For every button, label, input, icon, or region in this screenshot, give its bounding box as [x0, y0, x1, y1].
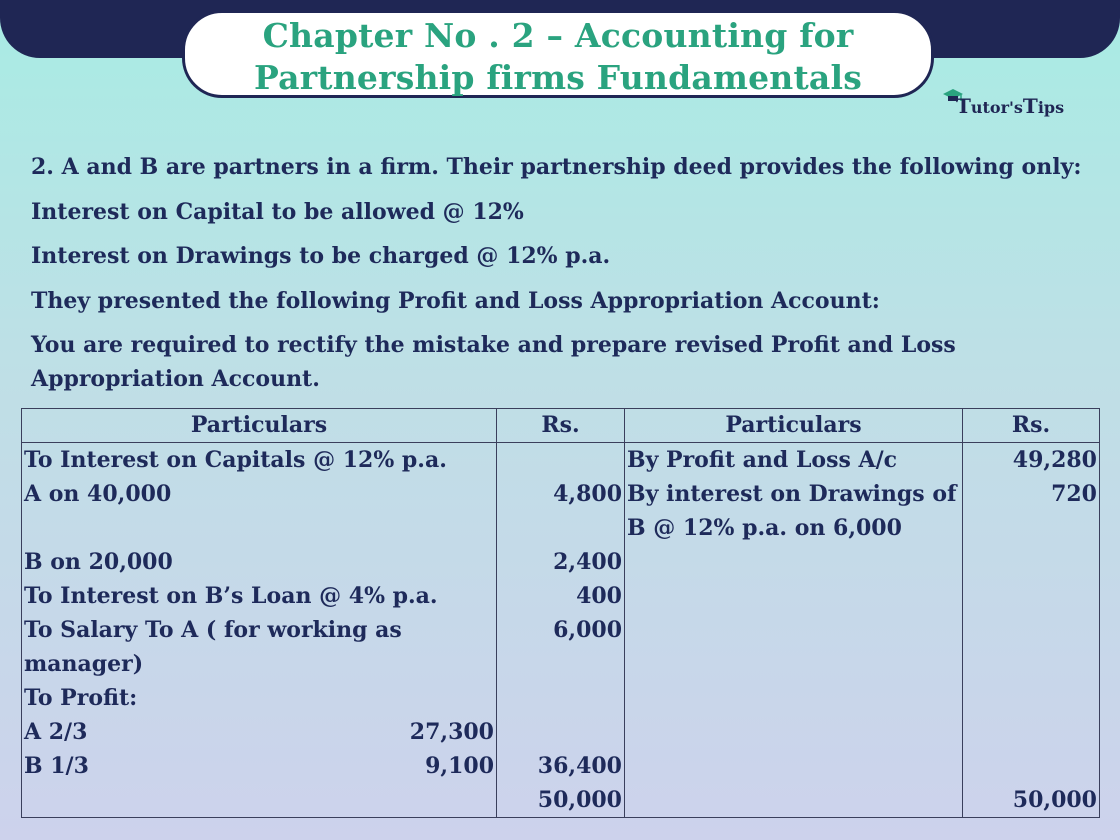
debit-amount [497, 715, 625, 749]
table-header-row [22, 409, 1100, 443]
credit-amount [963, 749, 1100, 783]
appropriation-account-table [21, 408, 1100, 818]
debit-label [22, 613, 497, 681]
debit-label-line: To Salary To A ( for working as [24, 617, 402, 643]
debit-label: A on 40,000 [22, 477, 497, 545]
credit-label [625, 681, 963, 715]
logo-prefix: T [956, 94, 971, 118]
debit-amount [497, 681, 625, 715]
header-rs-credit: Rs. [963, 409, 1100, 443]
debit-label [22, 749, 497, 783]
credit-label [625, 477, 963, 545]
debit-amount: 4,800 [497, 477, 625, 545]
debit-amount: 2,400 [497, 545, 625, 579]
credit-amount [963, 579, 1100, 613]
header-particulars-credit: Particulars [625, 409, 963, 443]
tutors-tips-logo [942, 88, 1082, 122]
credit-label [625, 579, 963, 613]
table-row [22, 579, 1100, 613]
credit-label [625, 613, 963, 681]
question-line: Interest on Capital to be allowed @ 12% [31, 198, 524, 225]
question-line: They presented the following Profit and Loss Appropriation Account: [31, 287, 880, 314]
credit-amount [963, 545, 1100, 579]
table-row [22, 477, 1100, 545]
credit-label [625, 715, 963, 749]
table-total-row [22, 783, 1100, 818]
header-particulars-debit: Particulars [22, 409, 497, 443]
debit-label-line: manager) [24, 651, 144, 677]
logo-text [956, 94, 1064, 118]
header-rs-debit: Rs. [497, 409, 625, 443]
debit-amount: 36,400 [497, 749, 625, 783]
credit-label-line: By interest on Drawings of [627, 481, 957, 507]
logo-text-3: ips [1037, 98, 1065, 117]
debit-amount: 400 [497, 579, 625, 613]
question-line: Appropriation Account. [31, 366, 320, 392]
title-line-1: Chapter No . 2 – Accounting for [262, 16, 854, 55]
chapter-title [182, 10, 934, 98]
debit-label: To Interest on B’s Loan @ 4% p.a. [22, 579, 497, 613]
logo-apostrophe: 's [1009, 98, 1023, 117]
debit-total: 50,000 [497, 783, 625, 818]
credit-amount [963, 715, 1100, 749]
partner-share-amount: 9,100 [425, 753, 494, 779]
title-line-2: Partnership firms Fundamentals [253, 58, 863, 97]
credit-amount [963, 613, 1100, 681]
credit-label: By Profit and Loss A/c [625, 443, 963, 478]
table-row [22, 749, 1100, 783]
debit-amount [497, 443, 625, 478]
debit-label: To Profit: [22, 681, 497, 715]
question-text [31, 150, 1091, 407]
logo-text-2: T [1022, 94, 1038, 118]
question-line: Interest on Drawings to be charged @ 12% p.a. [31, 243, 611, 269]
table-row [22, 613, 1100, 681]
credit-label [625, 545, 963, 579]
question-line: You are required to rectify the mistake and prepare revised Profit and Loss [31, 332, 956, 358]
credit-label [625, 749, 963, 783]
table-row [22, 681, 1100, 715]
debit-amount: 6,000 [497, 613, 625, 681]
debit-label [22, 715, 497, 749]
logo-text-1: utor [970, 98, 1010, 117]
debit-label: To Interest on Capitals @ 12% p.a. [22, 443, 497, 478]
debit-label [22, 783, 497, 818]
credit-label [625, 783, 963, 818]
credit-amount: 49,280 [963, 443, 1100, 478]
partner-share-amount: 27,300 [409, 719, 494, 745]
credit-total: 50,000 [963, 783, 1100, 818]
question-line: 2. A and B are partners in a firm. Their partnership deed provides the following only: [31, 154, 1082, 180]
partner-share-label: A 2/3 [24, 719, 88, 745]
credit-amount: 720 [963, 477, 1100, 545]
table-row [22, 545, 1100, 579]
table-row [22, 443, 1100, 478]
partner-share-label: B 1/3 [24, 753, 89, 779]
credit-label-line: B @ 12% p.a. on 6,000 [627, 515, 902, 541]
credit-amount [963, 681, 1100, 715]
table-row [22, 715, 1100, 749]
debit-label: B on 20,000 [22, 545, 497, 579]
